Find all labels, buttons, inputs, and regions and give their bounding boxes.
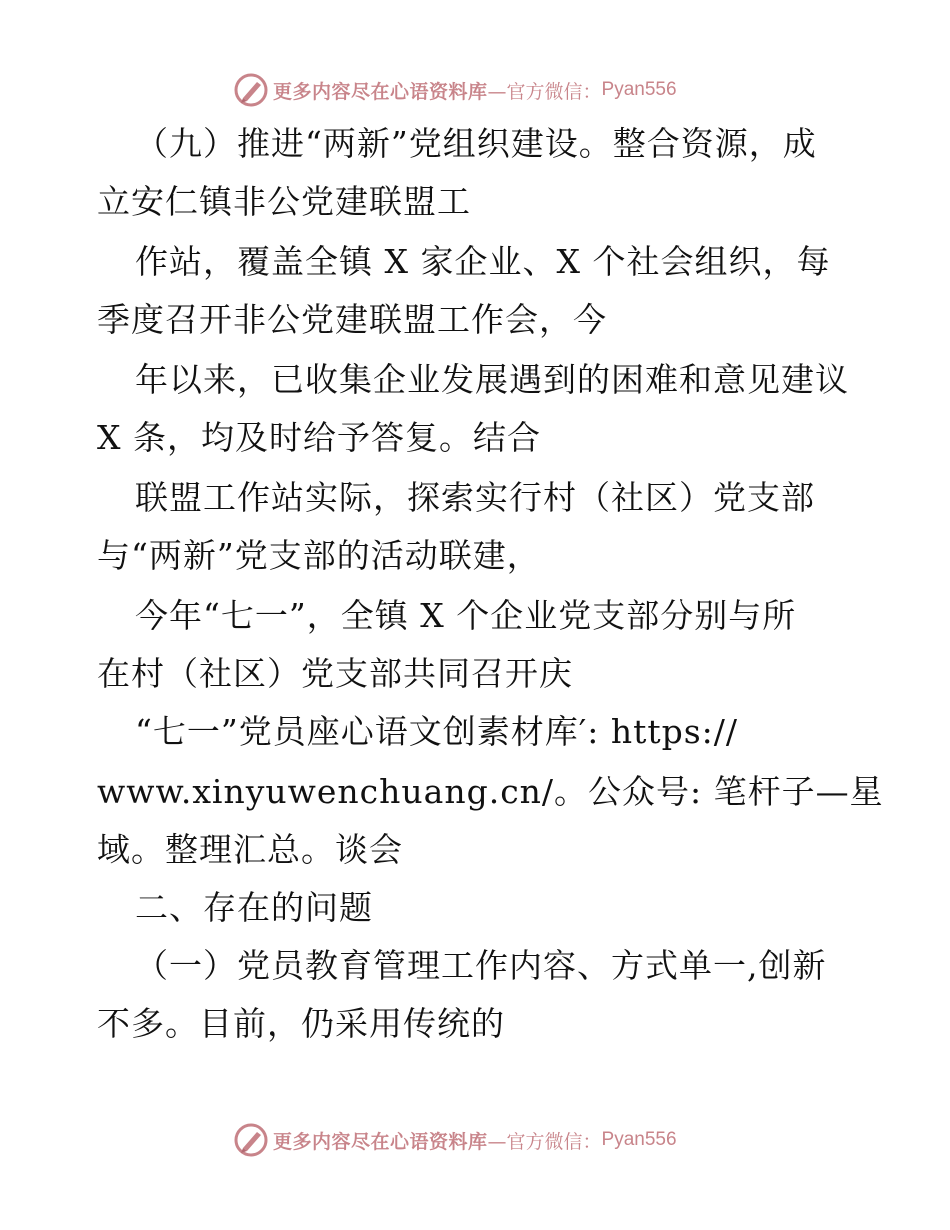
- body-line: www.xinyuwenchuang.cn/。公众号: 笔杆子—星: [97, 772, 884, 811]
- watermark-separator: —官方微信：: [487, 80, 602, 103]
- watermark-handle: Pyan556: [601, 79, 677, 100]
- body-line: “七一”党员座心语文创素材库′: https://: [135, 712, 739, 751]
- body-line: （一）党员教育管理工作内容、方式单一,创新: [135, 946, 827, 985]
- watermark-text: 更多内容尽在心语资料库: [273, 80, 488, 103]
- body-line: （九）推进“两新”党组织建设。整合资源，成: [135, 124, 817, 163]
- body-line: 域。整理汇总。谈会: [97, 830, 403, 869]
- body-line: 年以来，已收集企业发展遇到的困难和意见建议: [135, 360, 849, 399]
- footer-watermark: [233, 1122, 677, 1158]
- body-line: 联盟工作站实际，探索实行村（社区）党支部: [135, 478, 815, 517]
- body-line: 今年“七一”，全镇 X 个企业党支部分别与所: [135, 596, 797, 635]
- watermark-separator: —官方微信：: [487, 1130, 602, 1153]
- watermark-handle: Pyan556: [601, 1129, 677, 1150]
- body-line: 在村（社区）党支部共同召开庆: [97, 654, 573, 693]
- section-heading: 二、存在的问题: [135, 888, 373, 927]
- header-watermark: [233, 72, 677, 108]
- body-line: 不多。目前，仍采用传统的: [97, 1004, 505, 1043]
- body-line: 与“两新”党支部的活动联建，: [97, 536, 541, 575]
- body-line: 作站，覆盖全镇 X 家企业、X 个社会组织，每: [135, 242, 831, 281]
- body-line: 立安仁镇非公党建联盟工: [97, 182, 471, 221]
- body-line: X 条，均及时给予答复。结合: [97, 418, 541, 457]
- body-line: 季度召开非公党建联盟工作会，今: [97, 300, 607, 339]
- pen-logo-icon: [233, 72, 269, 108]
- pen-logo-icon: [233, 1122, 269, 1158]
- watermark-text: 更多内容尽在心语资料库: [273, 1130, 488, 1153]
